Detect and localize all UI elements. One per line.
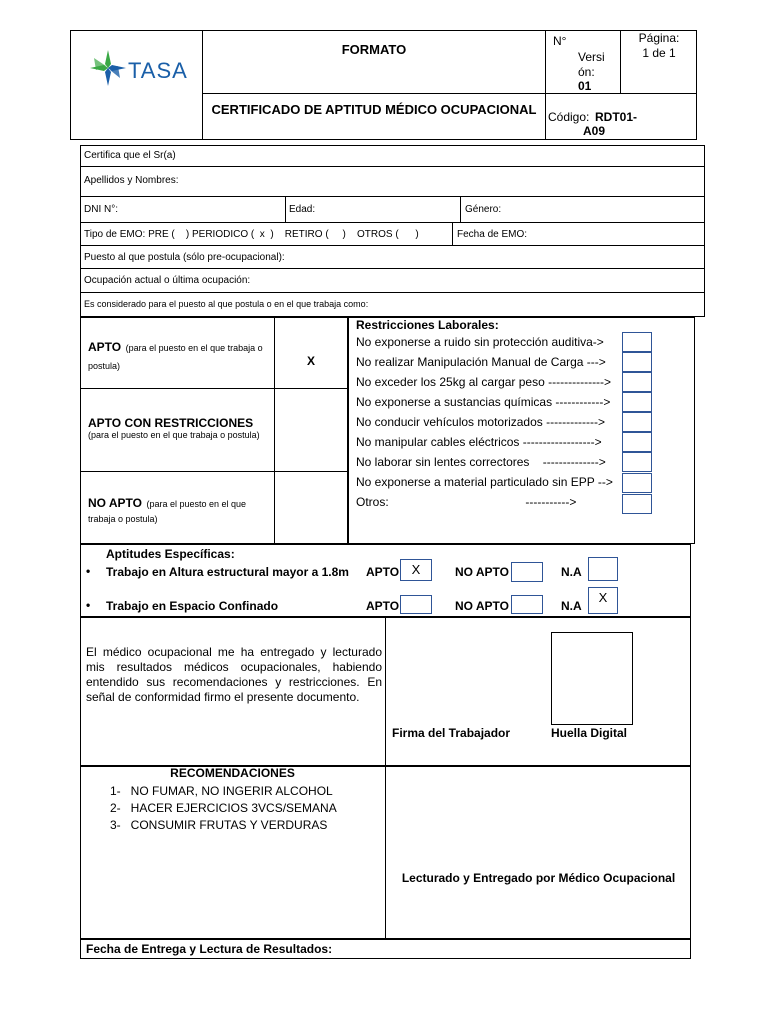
restriction-checkbox[interactable]: [622, 452, 652, 472]
code-value-1: RDT01-: [595, 110, 638, 124]
no-apto-cell: [88, 496, 272, 526]
restriction-item: No exponerse a material particulado sin EPP -->: [356, 475, 613, 489]
restriction-item: No exponerse a sustancias químicas ------------>: [356, 395, 611, 409]
tipo-emo-label: Tipo de EMO: PRE ( ) PERIODICO ( x ) RETIRO ( ) OTROS ( ): [84, 229, 419, 240]
fecha-entrega-label: Fecha de Entrega y Lectura de Resultados:: [86, 942, 333, 956]
format-title: FORMATO: [341, 42, 407, 57]
huella-digital-label: Huella Digital: [551, 726, 628, 740]
number-label: N°: [553, 34, 567, 48]
restriction-item: Otros: ----------->: [356, 495, 577, 509]
specific-item-label: Trabajo en Altura estructural mayor a 1.8m: [106, 565, 349, 579]
restriction-checkbox[interactable]: [622, 392, 652, 412]
version-value: 01: [578, 79, 592, 93]
specific-title: Aptitudes Específicas:: [106, 547, 235, 561]
recommendation-item: 3- CONSUMIR FRUTAS Y VERDURAS: [110, 818, 328, 832]
genero-label: Género:: [465, 204, 502, 215]
restriction-checkbox[interactable]: [622, 432, 652, 452]
edad-label: Edad:: [289, 204, 316, 215]
apto-restricciones-note: (para el puesto en el que trabaja o postula): [88, 430, 260, 440]
tasa-logo: [88, 48, 198, 90]
code-value-2: A09: [583, 124, 606, 138]
bullet-icon: •: [86, 564, 91, 578]
apto-cell: [88, 338, 272, 374]
consent-text: El médico ocupacional me ha entregado y lecturado mis resultados médicos ocupacionales, habiendo entendido sus recomendaciones y restricciones. En señal de conformidad firmo el presente documento.: [86, 645, 382, 704]
restriction-checkbox[interactable]: [622, 473, 652, 493]
restriction-checkbox[interactable]: [622, 412, 652, 432]
specific-na-checkbox[interactable]: [588, 557, 618, 581]
info-row-line: [80, 222, 705, 223]
info-col-line: [285, 196, 286, 222]
info-row-line: [80, 292, 705, 293]
apto-mark: X: [306, 354, 315, 368]
code-label: Código:: [548, 110, 590, 124]
apellidos-label: Apellidos y Nombres:: [84, 175, 179, 186]
recommendations-title: RECOMENDACIONES: [170, 766, 295, 780]
puesto-label: Puesto al que postula (sólo pre-ocupacional):: [84, 252, 285, 263]
specific-na-label: N.A: [561, 565, 582, 579]
tasa-logo-icon: [88, 48, 128, 88]
restrictions-title: Restricciones Laborales:: [356, 318, 499, 332]
restriction-item: No exponerse a ruido sin protección auditiva->: [356, 335, 604, 349]
aptitude-row-line: [80, 471, 348, 472]
aptitude-col-line: [274, 317, 275, 544]
info-row-line: [80, 245, 705, 246]
info-row-line: [80, 196, 705, 197]
version-label-2: ón:: [578, 65, 595, 79]
page-value: 1 de 1: [642, 46, 676, 60]
header-right-divider: [545, 30, 546, 140]
no-apto-note: (para el puesto en el que trabaja o postula): [88, 499, 247, 524]
version-label-1: Versi: [578, 50, 605, 64]
restriction-checkbox[interactable]: [622, 332, 652, 352]
restriction-item: No exceder los 25kg al cargar peso -------------->: [356, 375, 612, 389]
apto-note: (para el puesto en el que trabaja o postula): [88, 343, 263, 371]
specific-apto-checkbox[interactable]: [400, 595, 432, 614]
specific-apto-label: APTO: [366, 599, 400, 613]
bullet-icon: •: [86, 598, 91, 612]
aptitude-row-line: [80, 388, 348, 389]
specific-na-label: N.A: [561, 599, 582, 613]
apto-restricciones-title: APTO CON RESTRICCIONES: [88, 416, 254, 430]
specific-apto-label: APTO: [366, 565, 400, 579]
restriction-checkbox[interactable]: [622, 372, 652, 392]
specific-na-checkbox[interactable]: X: [588, 587, 618, 614]
apto-restricciones-cell: [88, 416, 272, 440]
huella-digital-box[interactable]: [551, 632, 633, 725]
apto-title: APTO: [88, 340, 122, 354]
specific-no-apto-checkbox[interactable]: [511, 562, 543, 582]
restriction-item: No conducir vehículos motorizados ------------->: [356, 415, 606, 429]
specific-apto-checkbox[interactable]: X: [400, 559, 432, 581]
firma-trabajador-label: Firma del Trabajador: [392, 726, 511, 740]
dni-label: DNI N°:: [84, 204, 118, 215]
certifica-label: Certifica que el Sr(a): [84, 150, 176, 161]
restriction-item: No manipular cables eléctricos ------------------>: [356, 435, 602, 449]
specific-item-label: Trabajo en Espacio Confinado: [106, 599, 279, 613]
recommendation-item: 2- HACER EJERCICIOS 3VCS/SEMANA: [110, 801, 337, 815]
page-label: Página:: [638, 31, 680, 45]
info-row-line: [80, 268, 705, 269]
ocupacion-label: Ocupación actual o última ocupación:: [84, 275, 251, 286]
tasa-logo-text: TASA: [128, 58, 188, 83]
restriction-checkbox[interactable]: [622, 352, 652, 372]
fecha-emo-label: Fecha de EMO:: [457, 229, 528, 240]
restriction-item: No laborar sin lentes correctores -------------->: [356, 455, 606, 469]
info-col-line: [452, 222, 453, 245]
info-col-line: [460, 196, 461, 222]
specific-no-apto-label: NO APTO: [455, 565, 510, 579]
recommendation-item: 1- NO FUMAR, NO INGERIR ALCOHOL: [110, 784, 333, 798]
no-apto-title: NO APTO: [88, 496, 143, 510]
certificate-title: CERTIFICADO DE APTITUD MÉDICO OCUPACIONAL: [211, 102, 537, 117]
info-row-line: [80, 166, 705, 167]
considerado-label: Es considerado para el puesto al que postula o en el que trabaja como:: [84, 299, 369, 309]
medico-ocupacional-label: Lecturado y Entregado por Médico Ocupacional: [401, 871, 676, 885]
specific-no-apto-label: NO APTO: [455, 599, 510, 613]
specific-no-apto-checkbox[interactable]: [511, 595, 543, 614]
restriction-checkbox[interactable]: [622, 494, 652, 514]
restriction-item: No realizar Manipulación Manual de Carga --->: [356, 355, 606, 369]
